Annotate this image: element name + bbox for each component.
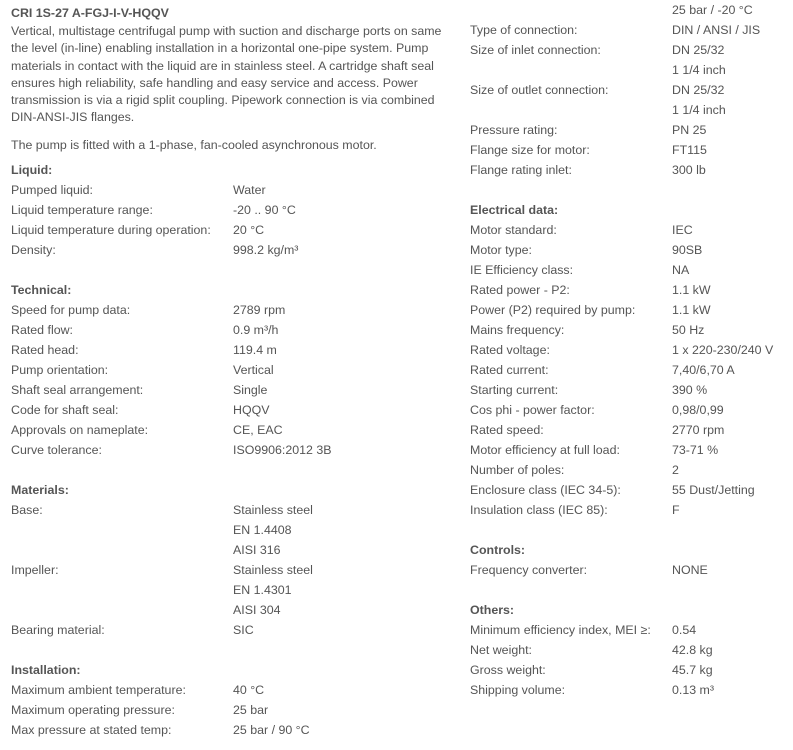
spec-value: Stainless steel xyxy=(233,563,313,578)
spec-value: 50 Hz xyxy=(672,323,705,337)
spec-value: 1 1/4 inch xyxy=(672,103,726,117)
spec-label: Power (P2) required by pump: xyxy=(470,303,636,317)
spec-row xyxy=(470,380,788,400)
section-controls xyxy=(470,540,788,580)
spec-values xyxy=(233,400,270,420)
spec-values xyxy=(672,240,702,260)
spec-value: 45.7 kg xyxy=(672,663,713,677)
spec-label: Pumped liquid: xyxy=(11,183,93,198)
spec-row xyxy=(470,320,788,340)
section-others xyxy=(470,600,788,700)
spec-label: Rated power - P2: xyxy=(470,283,570,297)
spec-label: Motor standard: xyxy=(470,223,557,237)
spec-label: Impeller: xyxy=(11,563,59,578)
section-heading: Installation: xyxy=(11,663,81,678)
spec-values xyxy=(233,700,268,720)
spec-values xyxy=(233,680,264,700)
section-heading: Technical: xyxy=(11,283,72,298)
spec-value: 0,98/0,99 xyxy=(672,403,724,417)
spec-value: -20 .. 90 °C xyxy=(233,203,296,218)
spec-row xyxy=(470,20,788,40)
spec-value: F xyxy=(672,503,680,517)
left-column xyxy=(11,0,451,740)
section-installation xyxy=(11,660,451,740)
spec-row xyxy=(11,500,451,560)
spec-values xyxy=(672,500,680,520)
spec-row xyxy=(470,220,788,240)
right-spec-sections xyxy=(470,0,788,700)
spec-label: Shaft seal arrangement: xyxy=(11,383,144,398)
left-spec-sections xyxy=(11,160,451,740)
spec-value: Single xyxy=(233,383,268,398)
spec-label: Mains frequency: xyxy=(470,323,565,337)
spec-row xyxy=(470,260,788,280)
spec-label: Minimum efficiency index, MEI ≥: xyxy=(470,623,651,637)
spec-values xyxy=(233,240,298,260)
spec-value: 25 bar / 90 °C xyxy=(233,723,310,738)
spec-value: 2770 rpm xyxy=(672,423,725,437)
spec-row xyxy=(470,280,788,300)
section-spacer xyxy=(11,460,451,480)
spec-value: 390 % xyxy=(672,383,708,397)
spec-values xyxy=(672,140,707,160)
motor-description: The pump is fitted with a 1-phase, fan-cooled asynchronous motor. xyxy=(11,137,377,152)
spec-row xyxy=(470,460,788,480)
spec-value: 0.9 m³/h xyxy=(233,323,279,338)
section-heading: Liquid: xyxy=(11,163,53,178)
spec-value: PN 25 xyxy=(672,123,707,137)
spec-values xyxy=(672,40,726,80)
spec-label: Starting current: xyxy=(470,383,559,397)
section-electrical-data xyxy=(470,200,788,520)
spec-row xyxy=(470,660,788,680)
spec-label: Code for shaft seal: xyxy=(11,403,119,418)
spec-values xyxy=(233,180,266,200)
spec-value: 1.1 kW xyxy=(672,283,711,297)
spec-row xyxy=(11,320,451,340)
spec-values xyxy=(233,220,264,240)
spec-row xyxy=(470,480,788,500)
spec-value: AISI 304 xyxy=(233,603,281,618)
section-heading: Electrical data: xyxy=(470,203,559,217)
spec-row xyxy=(11,420,451,440)
spec-values xyxy=(672,220,693,240)
right-column xyxy=(470,0,788,700)
spec-label: Pressure rating: xyxy=(470,123,558,137)
spec-row xyxy=(470,340,788,360)
spec-values xyxy=(233,560,313,620)
spec-label: Liquid temperature during operation: xyxy=(11,223,211,238)
spec-label: Insulation class (IEC 85): xyxy=(470,503,608,517)
spec-row xyxy=(470,360,788,380)
spec-value: 1.1 kW xyxy=(672,303,711,317)
spec-values xyxy=(672,480,755,500)
spec-value: FT115 xyxy=(672,143,707,157)
spec-row xyxy=(470,300,788,320)
spec-row xyxy=(470,680,788,700)
spec-label xyxy=(470,0,672,20)
spec-row xyxy=(11,700,451,720)
spec-values xyxy=(672,280,711,300)
section-technical xyxy=(11,280,451,460)
spec-value: 2789 rpm xyxy=(233,303,286,318)
spec-values xyxy=(672,680,714,700)
spec-row xyxy=(11,340,451,360)
spec-value: EN 1.4408 xyxy=(233,523,292,538)
spec-label: Size of inlet connection: xyxy=(470,43,601,57)
spec-value: CE, EAC xyxy=(233,423,283,438)
spec-value: DIN / ANSI / JIS xyxy=(672,23,761,37)
spec-row xyxy=(470,560,788,580)
section-liquid xyxy=(11,160,451,260)
spec-row xyxy=(470,620,788,640)
spec-values xyxy=(672,420,724,440)
spec-row xyxy=(11,620,451,640)
spec-row xyxy=(470,500,788,520)
spec-label: Type of connection: xyxy=(470,23,578,37)
spec-values xyxy=(233,320,278,340)
spec-row xyxy=(470,0,788,20)
spec-values xyxy=(672,300,711,320)
spec-row xyxy=(470,440,788,460)
spec-values xyxy=(672,400,724,420)
spec-row xyxy=(11,560,451,620)
spec-row xyxy=(11,200,451,220)
spec-row xyxy=(470,640,788,660)
spec-row xyxy=(470,40,788,80)
section-heading: Materials: xyxy=(11,483,69,498)
spec-values xyxy=(672,20,760,40)
spec-row xyxy=(11,240,451,260)
spec-label: Motor type: xyxy=(470,243,532,257)
spec-row xyxy=(11,300,451,320)
spec-label: Number of poles: xyxy=(470,463,565,477)
spec-label: Bearing material: xyxy=(11,623,105,638)
spec-label: Maximum ambient temperature: xyxy=(11,683,186,698)
spec-value: ISO9906:2012 3B xyxy=(233,443,332,458)
spec-value: 90SB xyxy=(672,243,703,257)
spec-label: Density: xyxy=(11,243,56,258)
spec-value: 2 xyxy=(672,463,679,477)
spec-label: Rated speed: xyxy=(470,423,544,437)
spec-row xyxy=(11,440,451,460)
spec-label: Approvals on nameplate: xyxy=(11,423,149,438)
spec-values xyxy=(233,360,274,380)
spec-values xyxy=(233,380,267,400)
section-continued xyxy=(470,0,788,180)
spec-label: Gross weight: xyxy=(470,663,546,677)
spec-label: Net weight: xyxy=(470,643,532,657)
spec-row xyxy=(470,80,788,120)
spec-value: NA xyxy=(672,263,690,277)
spec-value: NONE xyxy=(672,563,708,577)
spec-label: Size of outlet connection: xyxy=(470,83,609,97)
spec-value: 20 °C xyxy=(233,223,265,238)
spec-label: Flange rating inlet: xyxy=(470,163,572,177)
section-spacer xyxy=(11,260,451,280)
spec-label: Max pressure at stated temp: xyxy=(11,723,172,738)
spec-label: Base: xyxy=(11,503,43,518)
spec-value: 300 lb xyxy=(672,163,706,177)
spec-value: Vertical xyxy=(233,363,274,378)
spec-values xyxy=(233,620,254,640)
spec-values xyxy=(672,120,706,140)
spec-value: 1 1/4 inch xyxy=(672,63,726,77)
spec-values xyxy=(672,640,713,660)
spec-value: Stainless steel xyxy=(233,503,313,518)
spec-values xyxy=(233,720,310,740)
spec-label: Curve tolerance: xyxy=(11,443,102,458)
spec-values xyxy=(233,340,277,360)
spec-values xyxy=(672,0,753,20)
product-description: Vertical, multistage centrifugal pump with suction and discharge ports on same the level (in-line) enabling installation in a horizontal one-pipe system. Pump materials in contact with the liquid are in stainless steel. A cartridge shaft seal ensures high reliability, safe handling and easy service and access. Power transmission is via a rigid split coupling. Pipework connection is via combined DIN-ANSI-JIS flanges. xyxy=(11,24,442,125)
spec-value: DN 25/32 xyxy=(672,83,725,97)
spec-values xyxy=(672,560,708,580)
spec-values xyxy=(672,260,689,280)
spec-row xyxy=(11,220,451,240)
spec-row xyxy=(11,380,451,400)
spec-row xyxy=(11,180,451,200)
spec-value: DN 25/32 xyxy=(672,43,725,57)
spec-values xyxy=(672,460,679,480)
spec-values xyxy=(672,160,706,180)
spec-row xyxy=(11,360,451,380)
spec-row xyxy=(11,720,451,740)
spec-label: Cos phi - power factor: xyxy=(470,403,595,417)
spec-values xyxy=(672,360,735,380)
spec-row xyxy=(470,240,788,260)
spec-values xyxy=(672,620,696,640)
spec-value: 73-71 % xyxy=(672,443,719,457)
spec-value: 998.2 kg/m³ xyxy=(233,243,299,258)
spec-value: 55 Dust/Jetting xyxy=(672,483,755,497)
spec-values xyxy=(233,200,296,220)
spec-value: 1 x 220-230/240 V xyxy=(672,343,774,357)
spec-row xyxy=(470,400,788,420)
section-spacer xyxy=(11,640,451,660)
spec-value: 42.8 kg xyxy=(672,643,713,657)
spec-values xyxy=(233,300,285,320)
section-spacer xyxy=(470,520,788,540)
spec-label: Speed for pump data: xyxy=(11,303,131,318)
spec-values xyxy=(672,340,773,360)
spec-row xyxy=(470,140,788,160)
spec-value: IEC xyxy=(672,223,693,237)
section-spacer xyxy=(470,180,788,200)
spec-value: AISI 316 xyxy=(233,543,281,558)
spec-value: 25 bar xyxy=(233,703,269,718)
spec-label: Rated current: xyxy=(470,363,549,377)
spec-values xyxy=(672,80,726,120)
spec-value: SIC xyxy=(233,623,254,638)
spec-row xyxy=(11,400,451,420)
spec-label: Rated head: xyxy=(11,343,79,358)
spec-label: Pump orientation: xyxy=(11,363,109,378)
section-materials xyxy=(11,480,451,640)
spec-label: Shipping volume: xyxy=(470,683,566,697)
spec-values xyxy=(672,440,718,460)
spec-row xyxy=(470,120,788,140)
spec-label: Enclosure class (IEC 34-5): xyxy=(470,483,621,497)
spec-value: 7,40/6,70 A xyxy=(672,363,735,377)
spec-value: 40 °C xyxy=(233,683,265,698)
spec-value: 0.54 xyxy=(672,623,697,637)
spec-values xyxy=(672,320,704,340)
spec-label: IE Efficiency class: xyxy=(470,263,574,277)
spec-value: 25 bar / -20 °C xyxy=(672,3,753,17)
product-title: CRI 1S-27 A-FGJ-I-V-HQQV xyxy=(11,6,169,20)
section-heading: Others: xyxy=(470,603,515,617)
spec-values xyxy=(233,440,332,460)
spec-label: Frequency converter: xyxy=(470,563,588,577)
spec-value: Water xyxy=(233,183,266,198)
spec-value: 0.13 m³ xyxy=(672,683,715,697)
spec-label: Motor efficiency at full load: xyxy=(470,443,620,457)
spec-row xyxy=(470,160,788,180)
spec-row xyxy=(11,680,451,700)
spec-label: Rated flow: xyxy=(11,323,73,338)
spec-label: Rated voltage: xyxy=(470,343,550,357)
spec-value: HQQV xyxy=(233,403,270,418)
spec-values xyxy=(233,500,313,560)
spec-label: Maximum operating pressure: xyxy=(11,703,175,718)
spec-values xyxy=(672,660,713,680)
spec-value: 119.4 m xyxy=(233,343,277,358)
spec-row xyxy=(470,420,788,440)
spec-value: EN 1.4301 xyxy=(233,583,292,598)
spec-values xyxy=(233,420,283,440)
spec-label: Liquid temperature range: xyxy=(11,203,153,218)
section-heading: Controls: xyxy=(470,543,526,557)
spec-values xyxy=(672,380,707,400)
spec-label: Flange size for motor: xyxy=(470,143,590,157)
section-spacer xyxy=(470,580,788,600)
